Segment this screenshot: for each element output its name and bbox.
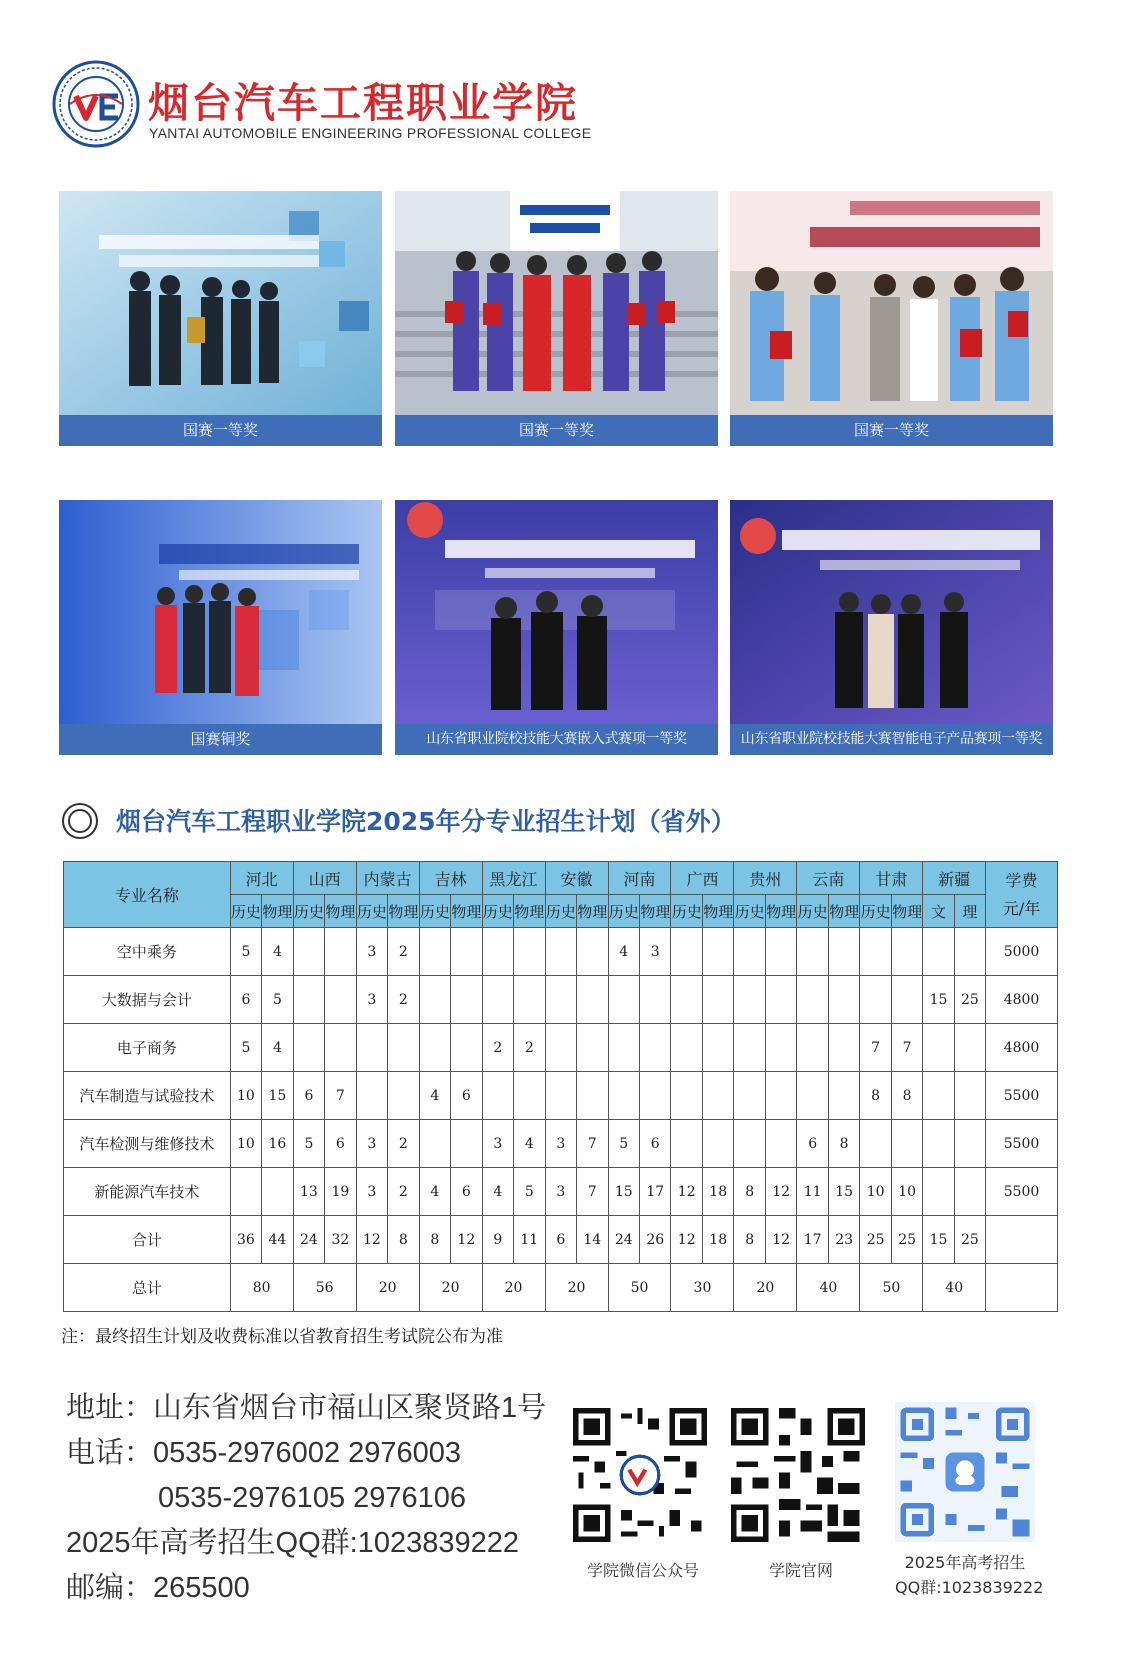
major-name: 空中乘务 — [64, 928, 231, 976]
quota-cell: 3 — [545, 1120, 576, 1168]
quota-cell — [325, 928, 356, 976]
quota-cell: 8 — [734, 1168, 765, 1216]
award-photo-6 — [730, 500, 1053, 755]
quota-cell: 4 — [482, 1168, 513, 1216]
quota-cell: 6 — [325, 1120, 356, 1168]
quota-cell: 32 — [325, 1216, 356, 1264]
quota-cell: 7 — [577, 1168, 608, 1216]
province-header: 吉林 — [419, 862, 482, 895]
subject-header: 物理 — [577, 895, 608, 928]
quota-cell: 4 — [262, 1024, 293, 1072]
quota-cell — [734, 976, 765, 1024]
subject-header: 物理 — [765, 895, 796, 928]
quota-cell — [293, 928, 324, 976]
quota-cell: 18 — [702, 1216, 733, 1264]
subject-header: 物理 — [639, 895, 670, 928]
subject-header: 物理 — [702, 895, 733, 928]
quota-cell — [828, 928, 859, 976]
award-scene-3 — [730, 191, 1053, 415]
table-row — [64, 1216, 1058, 1264]
qr-caption-qq: QQ群:1023839222 — [895, 1578, 1044, 1597]
quota-cell: 8 — [828, 1120, 859, 1168]
subject-header: 物理 — [388, 895, 419, 928]
quota-cell: 10 — [891, 1168, 922, 1216]
quota-cell: 15 — [828, 1168, 859, 1216]
award-scene-2 — [395, 191, 718, 415]
quota-cell: 3 — [639, 928, 670, 976]
quota-cell: 6 — [293, 1072, 324, 1120]
quota-cell — [608, 1024, 639, 1072]
quota-cell: 3 — [545, 1168, 576, 1216]
quota-cell — [482, 1072, 513, 1120]
quota-cell: 12 — [451, 1216, 482, 1264]
phone-line-2: 0535-2976105 2976106 — [158, 1482, 467, 1514]
quota-cell: 8 — [419, 1216, 450, 1264]
quota-cell — [325, 1024, 356, 1072]
award-scene-1 — [59, 191, 382, 415]
quota-cell — [388, 1024, 419, 1072]
quota-cell — [671, 1072, 702, 1120]
quota-cell: 5 — [230, 1024, 261, 1072]
contact-info — [66, 1386, 546, 1611]
quota-cell: 23 — [828, 1216, 859, 1264]
quota-cell: 16 — [262, 1120, 293, 1168]
quota-cell: 7 — [891, 1024, 922, 1072]
quota-cell: 24 — [293, 1216, 324, 1264]
province-total-cell: 20 — [545, 1264, 608, 1312]
fee-cell: 5000 — [986, 928, 1058, 976]
fee-cell — [986, 1264, 1058, 1312]
quota-cell: 44 — [262, 1216, 293, 1264]
quota-cell — [954, 1024, 985, 1072]
quota-cell: 2 — [388, 928, 419, 976]
quota-cell — [765, 1120, 796, 1168]
major-name: 合计 — [64, 1216, 231, 1264]
quota-cell — [702, 1120, 733, 1168]
quota-cell: 3 — [356, 928, 387, 976]
quota-cell — [702, 976, 733, 1024]
quota-cell: 7 — [860, 1024, 891, 1072]
quota-cell: 25 — [860, 1216, 891, 1264]
major-name: 新能源汽车技术 — [64, 1168, 231, 1216]
quota-cell — [891, 1120, 922, 1168]
quota-cell: 8 — [734, 1216, 765, 1264]
province-header: 河北 — [230, 862, 293, 895]
fee-column-header — [986, 862, 1058, 928]
qr-caption: 2025年高考招生 — [904, 1553, 1026, 1572]
college-name-cn: 烟台汽车工程职业学院 — [148, 79, 578, 127]
fee-cell: 4800 — [986, 1024, 1058, 1072]
table-row — [64, 1168, 1058, 1216]
quota-cell: 2 — [388, 1168, 419, 1216]
award-photo-1 — [59, 191, 382, 446]
quota-cell: 11 — [514, 1216, 545, 1264]
quota-cell: 4 — [262, 928, 293, 976]
quota-cell: 36 — [230, 1216, 261, 1264]
quota-cell — [891, 928, 922, 976]
quota-cell — [923, 1024, 954, 1072]
table-row — [64, 976, 1058, 1024]
photo-caption: 国赛铜奖 — [59, 724, 382, 755]
quota-cell — [671, 1024, 702, 1072]
section-title: 烟台汽车工程职业学院2025年分专业招生计划（省外） — [116, 807, 736, 836]
quota-cell: 15 — [923, 1216, 954, 1264]
quota-cell — [419, 1120, 450, 1168]
quota-cell: 25 — [891, 1216, 922, 1264]
quota-cell — [923, 928, 954, 976]
quota-cell — [797, 976, 828, 1024]
quota-cell — [891, 976, 922, 1024]
subject-header: 历史 — [671, 895, 702, 928]
quota-cell — [828, 1072, 859, 1120]
quota-cell: 12 — [671, 1168, 702, 1216]
quota-cell — [451, 1120, 482, 1168]
quota-cell: 7 — [325, 1072, 356, 1120]
quota-cell: 6 — [451, 1072, 482, 1120]
quota-cell: 10 — [860, 1168, 891, 1216]
quota-cell — [514, 1072, 545, 1120]
quota-cell — [639, 1024, 670, 1072]
quota-cell — [797, 928, 828, 976]
quota-cell — [608, 976, 639, 1024]
quota-cell — [954, 1120, 985, 1168]
fee-cell: 4800 — [986, 976, 1058, 1024]
province-total-cell: 20 — [734, 1264, 797, 1312]
province-total-cell: 50 — [608, 1264, 671, 1312]
award-scene-5 — [395, 500, 718, 724]
subject-header: 物理 — [451, 895, 482, 928]
quota-cell: 6 — [451, 1168, 482, 1216]
quota-cell: 4 — [608, 928, 639, 976]
quota-cell — [765, 1024, 796, 1072]
total-row — [64, 1264, 1058, 1312]
college-header — [52, 60, 592, 150]
award-photo-4 — [59, 500, 382, 755]
award-scene-4 — [59, 500, 382, 724]
quota-cell: 10 — [230, 1120, 261, 1168]
quota-cell: 17 — [797, 1216, 828, 1264]
college-name-en: YANTAI AUTOMOBILE ENGINEERING PROFESSIONAL COLLEGE — [149, 125, 592, 141]
quota-cell — [419, 928, 450, 976]
province-header: 黑龙江 — [482, 862, 545, 895]
quota-cell — [954, 928, 985, 976]
quota-cell: 4 — [419, 1072, 450, 1120]
quota-cell: 6 — [639, 1120, 670, 1168]
quota-cell — [702, 1024, 733, 1072]
province-header: 甘肃 — [860, 862, 923, 895]
quota-cell: 14 — [577, 1216, 608, 1264]
quota-cell: 5 — [608, 1120, 639, 1168]
footnote: 注：最终招生计划及收费标准以省教育招生考试院公布为准 — [61, 1327, 503, 1347]
quota-cell: 8 — [891, 1072, 922, 1120]
quota-cell — [702, 1072, 733, 1120]
province-total-cell: 30 — [671, 1264, 734, 1312]
province-total-cell: 50 — [860, 1264, 923, 1312]
quota-cell — [797, 1024, 828, 1072]
province-header: 内蒙古 — [356, 862, 419, 895]
quota-cell: 2 — [514, 1024, 545, 1072]
quota-cell — [765, 928, 796, 976]
qr-caption: 学院官网 — [768, 1561, 833, 1580]
fee-header-line-1: 学费 — [1005, 870, 1038, 890]
quota-cell — [293, 1024, 324, 1072]
subject-header: 历史 — [545, 895, 576, 928]
quota-cell: 17 — [639, 1168, 670, 1216]
quota-cell: 10 — [230, 1072, 261, 1120]
quota-cell: 3 — [356, 1120, 387, 1168]
quota-cell — [577, 1024, 608, 1072]
subject-header: 理 — [954, 895, 985, 928]
quota-cell — [860, 1120, 891, 1168]
province-total-cell: 40 — [923, 1264, 986, 1312]
quota-cell: 8 — [860, 1072, 891, 1120]
enrollment-plan-table — [63, 861, 1058, 1312]
quota-cell: 5 — [293, 1120, 324, 1168]
quota-cell — [577, 928, 608, 976]
quota-cell: 12 — [765, 1168, 796, 1216]
quota-cell: 12 — [356, 1216, 387, 1264]
quota-cell: 5 — [230, 928, 261, 976]
quota-cell — [293, 976, 324, 1024]
total-label: 总计 — [64, 1264, 231, 1312]
quota-cell: 13 — [293, 1168, 324, 1216]
quota-cell — [514, 976, 545, 1024]
quota-cell — [356, 1024, 387, 1072]
subject-header: 物理 — [325, 895, 356, 928]
quota-cell — [419, 976, 450, 1024]
quota-cell — [608, 1072, 639, 1120]
quota-cell: 12 — [671, 1216, 702, 1264]
quota-cell — [577, 1072, 608, 1120]
province-header: 河南 — [608, 862, 671, 895]
photo-caption: 山东省职业院校技能大赛嵌入式赛项一等奖 — [395, 724, 718, 755]
college-logo-icon — [52, 60, 140, 148]
double-circle-icon — [61, 802, 99, 840]
table-row — [64, 1120, 1058, 1168]
quota-cell: 5 — [514, 1168, 545, 1216]
quota-cell — [545, 1072, 576, 1120]
quota-cell — [545, 976, 576, 1024]
quota-cell — [639, 976, 670, 1024]
major-column-header: 专业名称 — [64, 862, 231, 928]
quota-cell — [482, 976, 513, 1024]
quota-cell — [734, 1072, 765, 1120]
address-line: 地址：山东省烟台市福山区聚贤路1号 — [66, 1392, 547, 1424]
photo-caption: 山东省职业院校技能大赛智能电子产品赛项一等奖 — [730, 724, 1053, 755]
quota-cell: 5 — [262, 976, 293, 1024]
quota-cell — [954, 1072, 985, 1120]
province-header: 广西 — [671, 862, 734, 895]
subject-header: 历史 — [293, 895, 324, 928]
photo-caption: 国赛一等奖 — [59, 415, 382, 446]
province-total-cell: 80 — [230, 1264, 293, 1312]
quota-cell: 26 — [639, 1216, 670, 1264]
award-photo-2 — [395, 191, 718, 446]
quota-cell — [356, 1072, 387, 1120]
quota-cell: 3 — [482, 1120, 513, 1168]
quota-cell: 15 — [608, 1168, 639, 1216]
website-qr-code-icon — [731, 1408, 865, 1542]
province-total-cell: 40 — [797, 1264, 860, 1312]
qq-group-line: 2025年高考招生QQ群:1023839222 — [66, 1527, 519, 1559]
table-header-row — [64, 862, 1058, 895]
quota-cell: 25 — [954, 1216, 985, 1264]
subject-header: 历史 — [230, 895, 261, 928]
fee-header-line-2: 元/年 — [1002, 898, 1041, 918]
quota-cell — [702, 928, 733, 976]
province-total-cell: 56 — [293, 1264, 356, 1312]
quota-cell — [419, 1024, 450, 1072]
quota-cell: 24 — [608, 1216, 639, 1264]
subject-header: 历史 — [356, 895, 387, 928]
quota-cell — [451, 1024, 482, 1072]
subject-header: 物理 — [828, 895, 859, 928]
quota-cell — [765, 976, 796, 1024]
wechat-qr-code-icon — [573, 1408, 707, 1542]
quota-cell: 6 — [797, 1120, 828, 1168]
quota-cell — [325, 976, 356, 1024]
quota-cell — [639, 1072, 670, 1120]
photo-caption: 国赛一等奖 — [730, 415, 1053, 446]
quota-cell — [828, 976, 859, 1024]
quota-cell: 2 — [482, 1024, 513, 1072]
quota-cell: 11 — [797, 1168, 828, 1216]
subject-header: 历史 — [419, 895, 450, 928]
province-total-cell: 20 — [419, 1264, 482, 1312]
subject-header: 历史 — [797, 895, 828, 928]
subject-header: 物理 — [514, 895, 545, 928]
quota-cell — [954, 1168, 985, 1216]
quota-cell — [734, 1120, 765, 1168]
quota-cell — [923, 1168, 954, 1216]
quota-cell: 15 — [262, 1072, 293, 1120]
quota-cell: 25 — [954, 976, 985, 1024]
quota-cell — [451, 976, 482, 1024]
qq-group-qr-code-icon — [895, 1402, 1035, 1542]
province-header: 新疆 — [923, 862, 986, 895]
subject-header: 历史 — [608, 895, 639, 928]
award-photo-3 — [730, 191, 1053, 446]
province-header: 贵州 — [734, 862, 797, 895]
quota-cell: 4 — [419, 1168, 450, 1216]
section-header — [61, 800, 961, 840]
quota-cell — [671, 976, 702, 1024]
subject-header: 物理 — [262, 895, 293, 928]
major-name: 汽车制造与试验技术 — [64, 1072, 231, 1120]
province-header: 安徽 — [545, 862, 608, 895]
quota-cell — [482, 928, 513, 976]
qr-qq-group[interactable] — [895, 1402, 1044, 1598]
quota-cell — [671, 1120, 702, 1168]
province-total-cell: 20 — [482, 1264, 545, 1312]
quota-cell — [262, 1168, 293, 1216]
quota-cell: 2 — [388, 976, 419, 1024]
quota-cell: 6 — [230, 976, 261, 1024]
quota-cell: 12 — [765, 1216, 796, 1264]
quota-cell: 18 — [702, 1168, 733, 1216]
quota-cell: 15 — [923, 976, 954, 1024]
table-row — [64, 1072, 1058, 1120]
quota-cell — [514, 928, 545, 976]
subject-header: 历史 — [482, 895, 513, 928]
quota-cell: 2 — [388, 1120, 419, 1168]
quota-cell — [388, 1072, 419, 1120]
quota-cell — [671, 928, 702, 976]
quota-cell — [734, 928, 765, 976]
qr-caption: 学院微信公众号 — [586, 1561, 699, 1580]
major-name: 大数据与会计 — [64, 976, 231, 1024]
quota-cell — [734, 1024, 765, 1072]
table-row — [64, 1024, 1058, 1072]
fee-cell: 5500 — [986, 1072, 1058, 1120]
table-row — [64, 928, 1058, 976]
quota-cell: 8 — [388, 1216, 419, 1264]
province-total-cell: 20 — [356, 1264, 419, 1312]
quota-cell — [577, 976, 608, 1024]
quota-cell: 6 — [545, 1216, 576, 1264]
qr-wechat[interactable] — [573, 1408, 713, 1581]
quota-cell — [545, 928, 576, 976]
quota-cell — [230, 1168, 261, 1216]
fee-cell: 5500 — [986, 1168, 1058, 1216]
award-scene-6 — [730, 500, 1053, 724]
subject-header: 历史 — [734, 895, 765, 928]
qr-website[interactable] — [731, 1408, 871, 1581]
major-name: 汽车检测与维修技术 — [64, 1120, 231, 1168]
quota-cell — [765, 1072, 796, 1120]
quota-cell — [797, 1072, 828, 1120]
province-header: 山西 — [293, 862, 356, 895]
fee-cell: 5500 — [986, 1120, 1058, 1168]
province-header: 云南 — [797, 862, 860, 895]
subject-header: 文 — [923, 895, 954, 928]
quota-cell — [923, 1120, 954, 1168]
quota-cell — [451, 928, 482, 976]
subject-header: 历史 — [860, 895, 891, 928]
award-photo-5 — [395, 500, 718, 755]
quota-cell — [860, 928, 891, 976]
quota-cell: 3 — [356, 976, 387, 1024]
phone-line-1: 电话：0535-2976002 2976003 — [66, 1437, 462, 1469]
quota-cell — [860, 976, 891, 1024]
quota-cell: 9 — [482, 1216, 513, 1264]
quota-cell: 7 — [577, 1120, 608, 1168]
quota-cell — [828, 1024, 859, 1072]
major-name: 电子商务 — [64, 1024, 231, 1072]
postcode-line: 邮编：265500 — [66, 1572, 250, 1604]
fee-cell — [986, 1216, 1058, 1264]
subject-header: 物理 — [891, 895, 922, 928]
quota-cell: 3 — [356, 1168, 387, 1216]
quota-cell: 19 — [325, 1168, 356, 1216]
quota-cell — [545, 1024, 576, 1072]
quota-cell — [923, 1072, 954, 1120]
quota-cell: 4 — [514, 1120, 545, 1168]
photo-caption: 国赛一等奖 — [395, 415, 718, 446]
